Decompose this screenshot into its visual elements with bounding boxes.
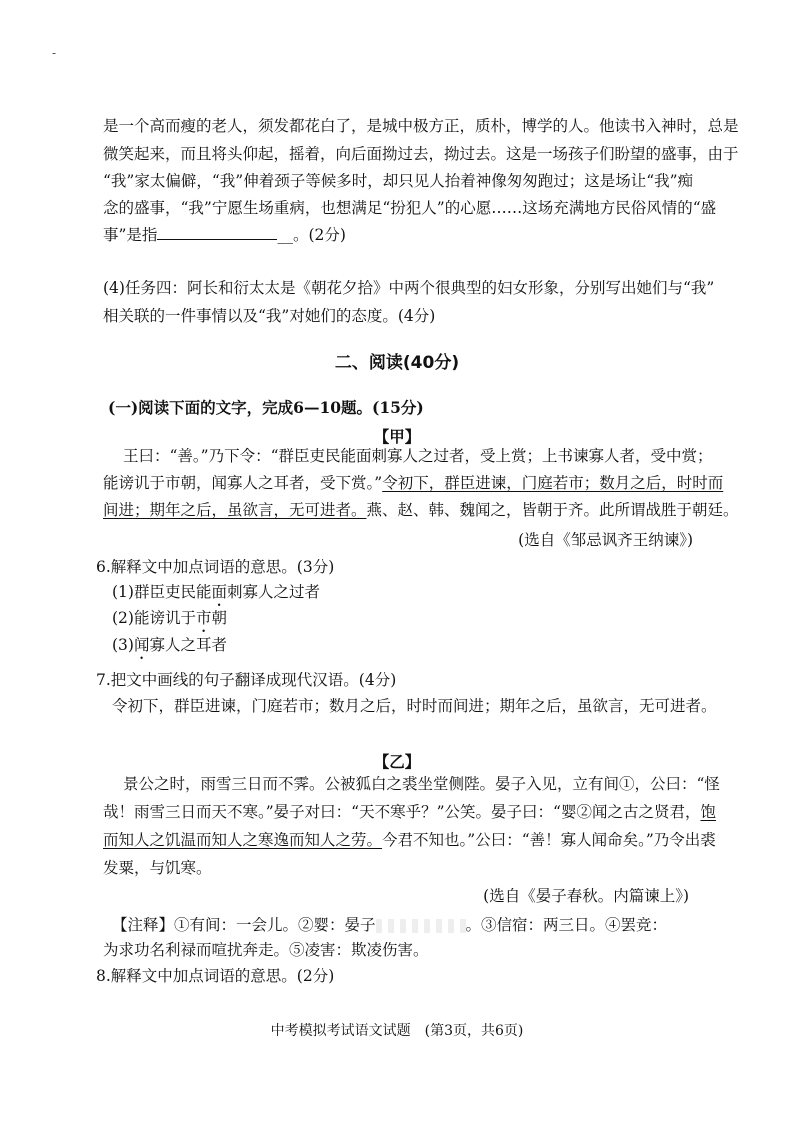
q7-sentence: 令初下，群臣进谏，门庭若市；数月之后，时时而间进；期年之后，虽欲言，无可进者。 bbox=[112, 697, 717, 715]
yi-line-4: 发粟，与饥寒。 bbox=[103, 859, 212, 877]
q6-stem: 6.解释文中加点词语的意思。(3分) bbox=[96, 558, 335, 576]
jia-text: 能谤讥于市朝，闻寡人之耳者，受下赏。” bbox=[103, 474, 383, 492]
continuation-line-1: 是一个高而瘦的老人，须发都花白了，是城中极方正，质朴，博学的人。他读书入神时，总是 bbox=[103, 117, 739, 135]
jia-line-2 bbox=[103, 473, 724, 493]
underlined-sentence-cont: 间进；期年之后，虽欲言，无可进者。 bbox=[103, 501, 367, 519]
dotted-word: 面 bbox=[211, 583, 227, 601]
dotted-word: 闻 bbox=[133, 636, 150, 654]
q6-item-2 bbox=[112, 608, 712, 636]
yi-text-cont: 今君不知也。”公曰：“善！寡人闻命矣。”乃令出裘 bbox=[382, 831, 716, 849]
q4-line-1: (4)任务四：阿长和衍太太是《朝花夕拾》中两个很典型的妇女形象，分别写出她们与“我” bbox=[103, 279, 715, 297]
continuation-score: __。(2分) bbox=[277, 226, 346, 244]
note-3-4: 。③信宿：两三日。④罢竞： bbox=[465, 916, 668, 934]
q6-item-3-rest: 寡人之耳者 bbox=[149, 636, 227, 654]
part1-header: (一)阅读下面的文字，完成6—10题。(15分) bbox=[108, 398, 424, 417]
yi-line-1: 景公之时，雨雪三日而不霁。公被狐白之裘坐堂侧陛。晏子入见，立有间①，公曰：“怪 bbox=[123, 775, 720, 793]
q4-line-2: 相关联的一件事情以及“我”对她们的态度。(4分) bbox=[103, 307, 436, 325]
jia-line-3 bbox=[103, 500, 739, 520]
scan-smudge bbox=[376, 919, 466, 933]
underlined-sentence-cont: 而知人之饥温而知人之寒逸而知人之劳。 bbox=[103, 831, 383, 849]
q6-item-1-rest: 刺寡人之过者 bbox=[226, 583, 320, 601]
yi-label: 【乙】 bbox=[373, 752, 421, 771]
q6-item-3 bbox=[112, 635, 712, 663]
continuation-line-2: 微笑起来，而且将头仰起，摇着，向后面拗过去，拗过去。这是一场孩子们盼望的盛事，由于 bbox=[103, 145, 739, 163]
q6-item-3-text: (3) bbox=[112, 636, 134, 654]
notes-line-1 bbox=[112, 915, 712, 935]
q8-stem: 8.解释文中加点词语的意思。(2分) bbox=[96, 967, 335, 985]
dotted-word: 市 bbox=[195, 609, 212, 627]
scan-mark: - bbox=[52, 46, 57, 60]
jia-source: (选自《邹忌讽齐王纳谏》) bbox=[518, 531, 693, 549]
yi-line-3 bbox=[103, 830, 716, 850]
underlined-sentence: 饱 bbox=[700, 803, 716, 821]
q6-item-1 bbox=[112, 582, 712, 610]
q6-item-2-text: (2)能谤讥于 bbox=[112, 609, 196, 627]
jia-line-1: 王曰：“善。”乃下令：“群臣吏民能面刺寡人之过者，受上赏；上书谏寡人者，受中赏； bbox=[123, 447, 713, 465]
section-title: 二、阅读(40分) bbox=[334, 353, 460, 373]
page-footer: 中考模拟考试语文试题 (第3页，共6页) bbox=[270, 1023, 524, 1039]
continuation-line-5 bbox=[103, 225, 703, 245]
yi-text: 哉！雨雪三日而天不寒。”晏子对曰：“天不寒乎？”公笑。晏子曰：“婴②闻之古之贤君， bbox=[103, 803, 701, 821]
note-2: 。②婴：晏子 bbox=[282, 916, 376, 934]
q6-item-2-rest: 朝 bbox=[211, 609, 227, 627]
underlined-sentence: 令初下，群臣进谏，门庭若市；数月之后，时时而 bbox=[382, 474, 724, 492]
note-1: 【注释】①有间：一会儿 bbox=[112, 916, 283, 934]
continuation-text: 事”是指 bbox=[103, 226, 158, 244]
jia-text-end: 燕、赵、韩、魏闻之，皆朝于齐。此所谓战胜于朝廷。 bbox=[366, 501, 739, 519]
q6-item-1-text: (1)群臣吏民能 bbox=[112, 583, 212, 601]
notes-line-2: 为求功名利禄而喧扰奔走。⑤凌害：欺凌伤害。 bbox=[103, 941, 429, 959]
continuation-line-3: “我”家太偏僻，“我”伸着颈子等候多时，却只见人抬着神像匆匆跑过；这是场让“我”痴 bbox=[103, 172, 694, 190]
continuation-line-4: 念的盛事，“我”宁愿生场重病，也想满足“扮犯人”的心愿……这场充满地方民俗风情的“盛 bbox=[103, 199, 717, 217]
answer-blank[interactable] bbox=[157, 225, 277, 240]
q7-stem: 7.把文中画线的句子翻译成现代汉语。(4分) bbox=[96, 671, 397, 689]
yi-source: (选自《晏子春秋。内篇谏上》) bbox=[483, 887, 689, 905]
yi-line-2 bbox=[103, 802, 716, 822]
jia-label: 【甲】 bbox=[373, 427, 421, 446]
